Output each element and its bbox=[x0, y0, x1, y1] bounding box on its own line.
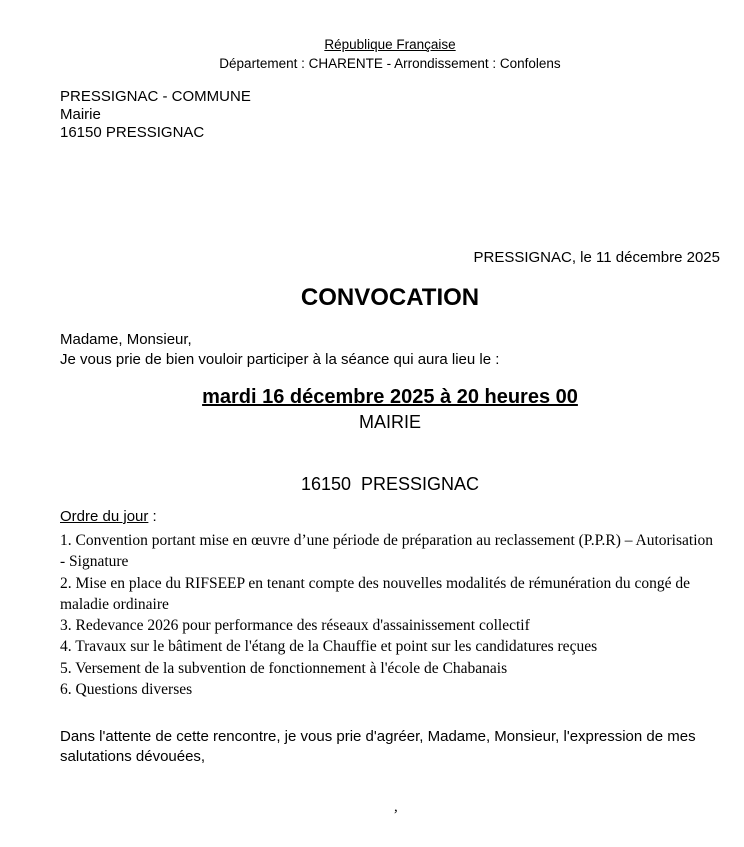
intro-line: Je vous prie de bien vouloir participer à la séance qui aura lieu le : bbox=[60, 351, 500, 368]
meeting-city: 16150 PRESSIGNAC bbox=[300, 474, 480, 494]
agenda-heading bbox=[60, 508, 720, 525]
agenda-item: 3. Redevance 2026 pour performance des réseaux d'assainissement collectif bbox=[60, 617, 530, 635]
republic-header: République Française bbox=[324, 37, 456, 52]
document-title: CONVOCATION bbox=[300, 284, 480, 311]
agenda-item: 4. Travaux sur le bâtiment de l'étang de la Chauffie et point sur les candidatures reçues bbox=[60, 638, 598, 656]
sender-commune: PRESSIGNAC - COMMUNE bbox=[60, 88, 251, 105]
agenda-heading-colon: : bbox=[148, 508, 157, 525]
agenda-list bbox=[60, 530, 720, 700]
agenda-heading-label: Ordre du jour bbox=[60, 508, 149, 525]
agenda-item: 5. Versement de la subvention de fonctionnement à l'école de Chabanais bbox=[60, 659, 508, 677]
salutation: Madame, Monsieur, bbox=[60, 331, 192, 348]
sender-office: Mairie bbox=[60, 106, 101, 123]
agenda-item: 6. Questions diverses bbox=[60, 681, 193, 699]
signature-comma: , bbox=[394, 799, 398, 815]
agenda-item: 1. Convention portant mise en œuvre d’une période de préparation au reclassement (P.P.R) – Autorisation - Signature bbox=[60, 532, 713, 571]
sender-postal-city: 16150 PRESSIGNAC bbox=[60, 124, 205, 141]
closing-paragraph: Dans l'attente de cette rencontre, je vous prie d'agréer, Madame, Monsieur, l'expression de mes salutations dévouées, bbox=[60, 728, 696, 765]
meeting-venue: MAIRIE bbox=[358, 412, 421, 432]
agenda-item: 2. Mise en place du RIFSEEP en tenant compte des nouvelles modalités de rémunération du congé de maladie ordinaire bbox=[60, 574, 691, 613]
salutation-block bbox=[60, 330, 720, 370]
meeting-datetime: mardi 16 décembre 2025 à 20 heures 00 bbox=[202, 386, 578, 408]
sender-block bbox=[60, 88, 720, 142]
department-line: Département : CHARENTE - Arrondissement : Confolens bbox=[219, 56, 561, 71]
date-line: PRESSIGNAC, le 11 décembre 2025 bbox=[473, 249, 720, 266]
